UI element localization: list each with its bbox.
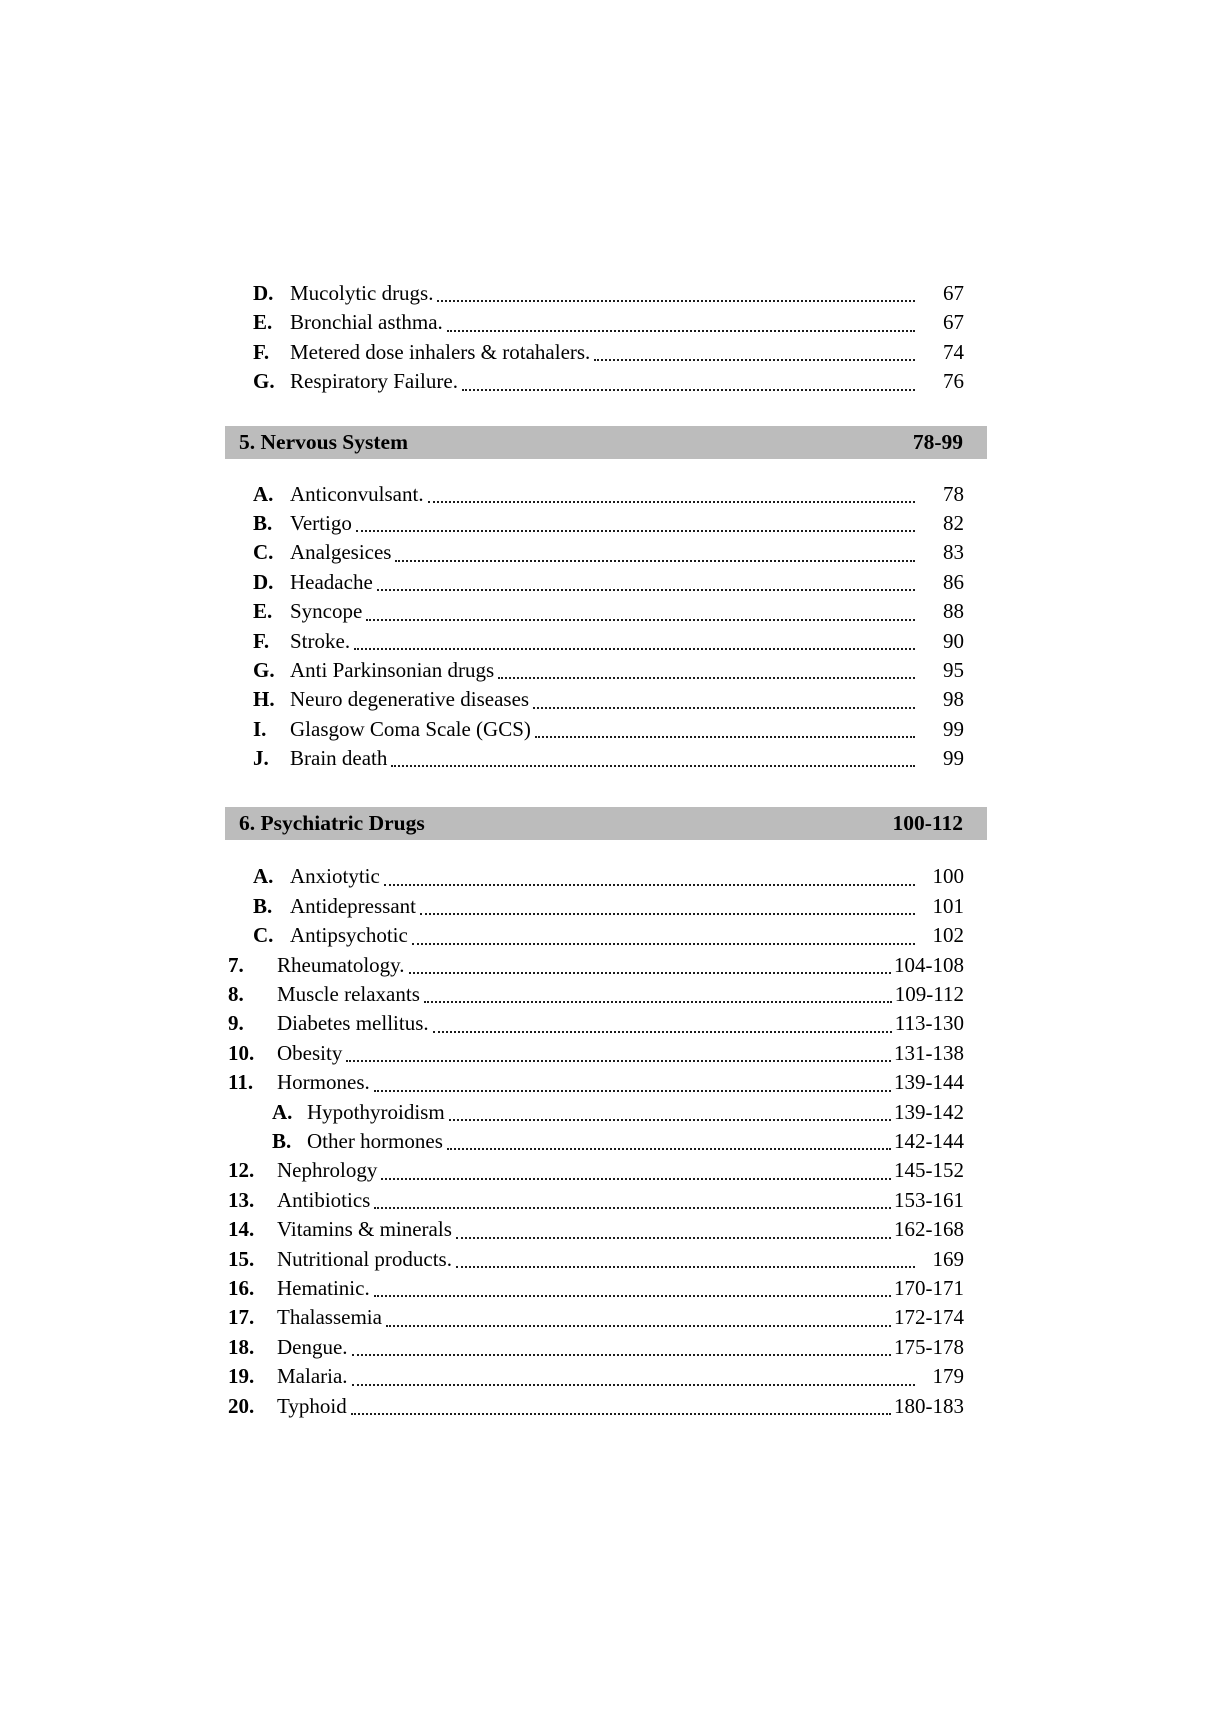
toc-entry bbox=[225, 538, 987, 567]
entry-title: Metered dose inhalers & rotahalers. bbox=[290, 339, 591, 364]
entry-title: Antibiotics bbox=[277, 1187, 371, 1212]
entry-marker: 7. bbox=[228, 952, 244, 977]
entry-marker: 20. bbox=[228, 1393, 255, 1418]
entry-page: 86 bbox=[943, 569, 964, 594]
toc-entry bbox=[225, 980, 987, 1009]
toc-entry bbox=[225, 1215, 987, 1244]
entry-page: 90 bbox=[943, 628, 964, 653]
dot-leader bbox=[535, 715, 915, 738]
entry-marker: E. bbox=[253, 310, 273, 335]
entry-page: 78 bbox=[943, 481, 964, 506]
entry-marker: 14. bbox=[228, 1217, 255, 1242]
dot-leader bbox=[456, 1215, 891, 1238]
dot-leader bbox=[351, 1392, 891, 1415]
entry-page: 99 bbox=[943, 716, 964, 741]
toc-group-respiratory-tail bbox=[225, 279, 987, 397]
toc-entry bbox=[225, 1362, 987, 1391]
toc-entry bbox=[225, 892, 987, 921]
toc-entry bbox=[225, 509, 987, 538]
entry-title: Stroke. bbox=[290, 628, 351, 653]
toc-entry bbox=[225, 1333, 987, 1362]
dot-leader bbox=[374, 1274, 891, 1297]
entry-marker: 16. bbox=[228, 1275, 255, 1300]
dot-leader bbox=[449, 1098, 891, 1121]
entry-title: Nephrology bbox=[277, 1158, 378, 1183]
section-header-pages: 78-99 bbox=[912, 429, 963, 454]
toc-entry bbox=[225, 1068, 987, 1097]
toc-entry bbox=[225, 1274, 987, 1303]
toc-entry bbox=[225, 951, 987, 980]
entry-page: 180-183 bbox=[894, 1393, 964, 1418]
entry-marker: H. bbox=[253, 687, 275, 712]
entry-marker: 13. bbox=[228, 1187, 255, 1212]
entry-title: Neuro degenerative diseases bbox=[290, 687, 530, 712]
entry-page: 175-178 bbox=[894, 1334, 964, 1359]
dot-leader bbox=[386, 1303, 891, 1326]
entry-title: Other hormones bbox=[307, 1128, 443, 1153]
entry-title: Hypothyroidism bbox=[307, 1099, 445, 1124]
entry-page: 139-142 bbox=[894, 1099, 964, 1124]
entry-page: 100 bbox=[932, 864, 964, 889]
toc-entry bbox=[225, 862, 987, 891]
entry-title: Antipsychotic bbox=[290, 923, 408, 948]
entry-page: 131-138 bbox=[894, 1040, 964, 1065]
entry-title: Anti Parkinsonian drugs bbox=[290, 657, 495, 682]
toc-entry bbox=[225, 1039, 987, 1068]
entry-page: 170-171 bbox=[894, 1275, 964, 1300]
entry-marker: G. bbox=[253, 657, 275, 682]
entry-page: 98 bbox=[943, 687, 964, 712]
toc-entry bbox=[225, 1009, 987, 1038]
toc-entry bbox=[225, 1186, 987, 1215]
entry-page: 145-152 bbox=[894, 1158, 964, 1183]
dot-leader bbox=[374, 1186, 891, 1209]
entry-title: Glasgow Coma Scale (GCS) bbox=[290, 716, 531, 741]
entry-marker: B. bbox=[253, 893, 273, 918]
entry-marker: 19. bbox=[228, 1364, 255, 1389]
entry-marker: 10. bbox=[228, 1040, 255, 1065]
entry-title: Obesity bbox=[277, 1040, 343, 1065]
dot-leader bbox=[437, 279, 915, 302]
entry-title: Antidepressant bbox=[290, 893, 416, 918]
entry-marker: D. bbox=[253, 569, 274, 594]
toc-entry bbox=[225, 627, 987, 656]
toc-entry bbox=[225, 308, 987, 337]
entry-page: 113-130 bbox=[894, 1011, 964, 1036]
entry-marker: A. bbox=[253, 481, 274, 506]
section-header-label: 5. Nervous System bbox=[239, 429, 408, 454]
entry-page: 82 bbox=[943, 510, 964, 535]
entry-marker: 11. bbox=[228, 1070, 254, 1095]
entry-title: Bronchial asthma. bbox=[290, 310, 443, 335]
entry-page: 76 bbox=[943, 369, 964, 394]
entry-page: 109-112 bbox=[894, 982, 964, 1007]
entry-title: Diabetes mellitus. bbox=[277, 1011, 429, 1036]
dot-leader bbox=[395, 538, 915, 561]
entry-title: Anticonvulsant. bbox=[290, 481, 424, 506]
toc-group-nervous-system bbox=[225, 480, 987, 774]
entry-title: Thalassemia bbox=[277, 1305, 382, 1330]
section-header-label: 6. Psychiatric Drugs bbox=[239, 811, 425, 836]
entry-title: Analgesices bbox=[290, 540, 392, 565]
entry-title: Vitamins & minerals bbox=[277, 1217, 452, 1242]
entry-marker: E. bbox=[253, 599, 273, 624]
entry-marker: B. bbox=[272, 1128, 292, 1153]
toc-entry bbox=[225, 1127, 987, 1156]
entry-title: Hormones. bbox=[277, 1070, 370, 1095]
entry-title: Brain death bbox=[290, 746, 388, 771]
entry-page: 102 bbox=[932, 923, 964, 948]
entry-title: Respiratory Failure. bbox=[290, 369, 458, 394]
entry-marker: G. bbox=[253, 369, 275, 394]
toc-entry bbox=[225, 715, 987, 744]
toc-entry bbox=[225, 1098, 987, 1127]
entry-page: 101 bbox=[932, 893, 964, 918]
entry-title: Vertigo bbox=[290, 510, 352, 535]
dot-leader bbox=[352, 1362, 915, 1385]
entry-page: 67 bbox=[943, 281, 964, 305]
dot-leader bbox=[433, 1009, 892, 1032]
dot-leader bbox=[366, 597, 915, 620]
dot-leader bbox=[428, 480, 915, 503]
entry-marker: J. bbox=[253, 746, 269, 771]
dot-leader bbox=[447, 308, 915, 331]
toc-entry bbox=[225, 1392, 987, 1421]
entry-marker: D. bbox=[253, 281, 274, 305]
dot-leader bbox=[447, 1127, 891, 1150]
section-header-5 bbox=[225, 426, 987, 459]
entry-title: Mucolytic drugs. bbox=[290, 281, 434, 305]
section-header-6 bbox=[225, 807, 987, 840]
dot-leader bbox=[594, 338, 915, 361]
entry-marker: I. bbox=[253, 716, 267, 741]
entry-page: 104-108 bbox=[894, 952, 964, 977]
entry-title: Typhoid bbox=[277, 1393, 347, 1418]
dot-leader bbox=[462, 367, 915, 390]
entry-page: 139-144 bbox=[894, 1070, 964, 1095]
toc-entry bbox=[225, 367, 987, 396]
dot-leader bbox=[377, 568, 915, 591]
entry-marker: 9. bbox=[228, 1011, 244, 1036]
toc-entry bbox=[225, 685, 987, 714]
entry-page: 95 bbox=[943, 657, 964, 682]
entry-page: 74 bbox=[943, 339, 964, 364]
dot-leader bbox=[420, 892, 915, 915]
section-header-pages: 100-112 bbox=[892, 811, 963, 836]
entry-marker: A. bbox=[272, 1099, 293, 1124]
entry-marker: 12. bbox=[228, 1158, 255, 1183]
entry-page: 88 bbox=[943, 599, 964, 624]
toc-entry bbox=[225, 744, 987, 773]
entry-marker: 15. bbox=[228, 1246, 255, 1271]
dot-leader bbox=[409, 951, 891, 974]
dot-leader bbox=[498, 656, 915, 679]
dot-leader bbox=[354, 627, 915, 650]
entry-title: Syncope bbox=[290, 599, 363, 624]
dot-leader bbox=[456, 1245, 915, 1268]
dot-leader bbox=[346, 1039, 891, 1062]
toc-entry bbox=[225, 597, 987, 626]
toc-entry bbox=[225, 1156, 987, 1185]
entry-marker: C. bbox=[253, 540, 274, 565]
toc-entry bbox=[225, 568, 987, 597]
dot-leader bbox=[384, 862, 915, 885]
entry-marker: F. bbox=[253, 339, 270, 364]
dot-leader bbox=[374, 1068, 891, 1091]
entry-page: 169 bbox=[932, 1246, 964, 1271]
entry-marker: B. bbox=[253, 510, 273, 535]
table-of-contents bbox=[225, 279, 987, 1421]
entry-title: Rheumatology. bbox=[277, 952, 405, 977]
entry-marker: A. bbox=[253, 864, 274, 889]
toc-entry bbox=[225, 480, 987, 509]
entry-page: 153-161 bbox=[894, 1187, 964, 1212]
entry-title: Anxiotytic bbox=[290, 864, 380, 889]
dot-leader bbox=[424, 980, 892, 1003]
entry-title: Hematinic. bbox=[277, 1275, 370, 1300]
entry-page: 142-144 bbox=[894, 1128, 964, 1153]
entry-marker: C. bbox=[253, 923, 274, 948]
toc-entry bbox=[225, 338, 987, 367]
entry-page: 179 bbox=[932, 1364, 964, 1389]
dot-leader bbox=[356, 509, 915, 532]
dot-leader bbox=[412, 921, 915, 944]
entry-title: Malaria. bbox=[277, 1364, 348, 1389]
toc-entry bbox=[225, 279, 987, 308]
entry-title: Headache bbox=[290, 569, 373, 594]
toc-entry bbox=[225, 1303, 987, 1332]
entry-page: 67 bbox=[943, 310, 964, 335]
entry-page: 162-168 bbox=[894, 1217, 964, 1242]
dot-leader bbox=[352, 1333, 891, 1356]
entry-title: Dengue. bbox=[277, 1334, 348, 1359]
entry-page: 99 bbox=[943, 746, 964, 771]
entry-marker: 18. bbox=[228, 1334, 255, 1359]
entry-title: Muscle relaxants bbox=[277, 982, 420, 1007]
toc-entry bbox=[225, 921, 987, 950]
entry-marker: 8. bbox=[228, 982, 244, 1007]
dot-leader bbox=[533, 685, 915, 708]
entry-page: 172-174 bbox=[894, 1305, 964, 1330]
toc-entry bbox=[225, 1245, 987, 1274]
entry-marker: 17. bbox=[228, 1305, 255, 1330]
entry-page: 83 bbox=[943, 540, 964, 565]
toc-group-psychiatric-and-chapters bbox=[225, 862, 987, 1420]
dot-leader bbox=[381, 1156, 891, 1179]
toc-entry bbox=[225, 656, 987, 685]
entry-title: Nutritional products. bbox=[277, 1246, 452, 1271]
dot-leader bbox=[391, 744, 915, 767]
entry-marker: F. bbox=[253, 628, 270, 653]
